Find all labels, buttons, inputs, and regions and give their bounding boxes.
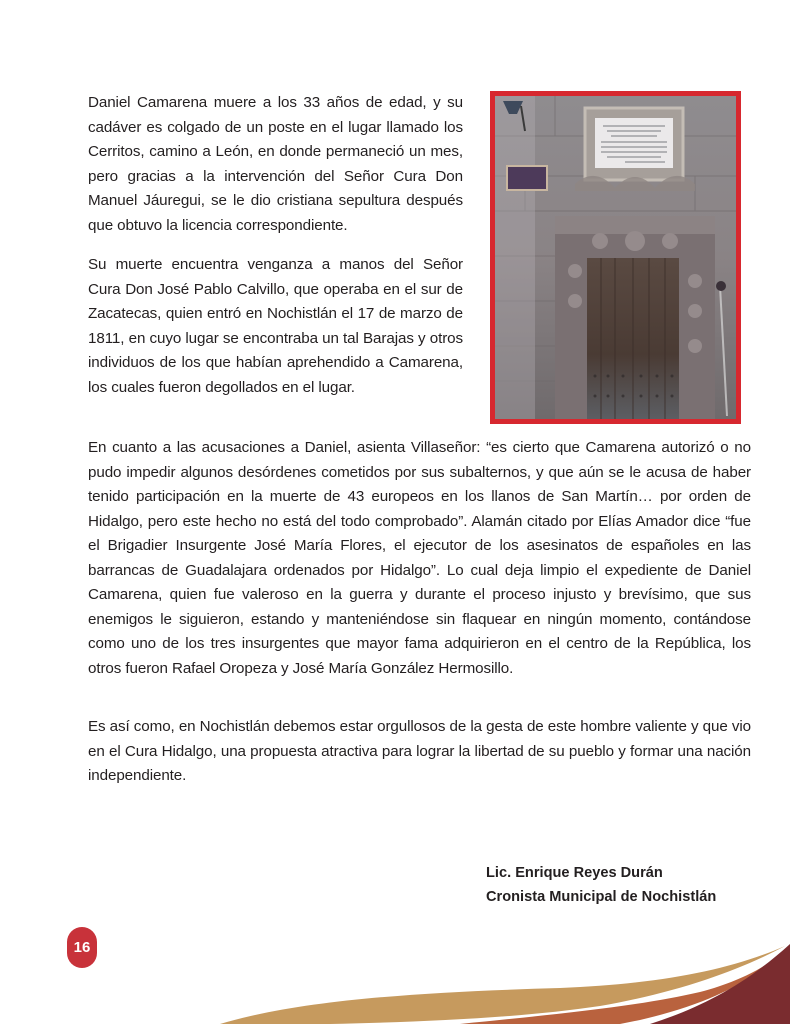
author-name: Lic. Enrique Reyes Durán [486, 865, 663, 881]
plaque-wreath [575, 176, 695, 191]
footer-decorative-waves [0, 930, 790, 1024]
doorway-photo-illustration [495, 96, 736, 419]
photo-historic-doorway [490, 91, 741, 424]
author-signature [486, 861, 716, 909]
paragraph-revenge: Su muerte encuentra venganza a manos del Señor Cura Don José Pablo Calvillo, que operaba en el sur de Zacatecas, quien entró en Nochistlán el 17 de marzo de 1811, en cuyo lugar se encontraba un tal Barajas y otros individuos de los que habían aprehendido a Camarena, los cuales fueron degollados en el lugar. [88, 256, 463, 396]
page-number: 16 [73, 939, 91, 956]
street-sign [507, 166, 547, 190]
author-title: Cronista Municipal de Nochistlán [486, 889, 717, 905]
paragraph-death: Daniel Camarena muere a los 33 años de edad, y su cadáver es colgado de un poste en el lugar llamado los Cerritos, camino a León, en donde permaneció un mes, pero gracias a la intervención del Señor Cura Don Manuel Jáuregui, se le dio cristiana sepultura después que obtuvo la licencia correspondiente. [88, 94, 463, 234]
paragraph-accusations: En cuanto a las acusaciones a Daniel, asienta Villaseñor: “es cierto que Camarena autorizó o no pudo impedir algunos desórdenes cometidos por sus subalternos, y que aún se le acusa de haber tenido participación en la muerte de 43 europeos en los llanos de San Martín… por orden de Hidalgo, pero este hecho no está del todo comprobado”. Alamán citado por Elías Amador dice “fue el Brigadier Insurgente José María Flores, el ejecutor de los asesinatos de españoles en las barrancas de Guadalajara ordenados por Hidalgo”. Lo cual deja limpio el expediente de Daniel Camarena, quien fue valeroso en la guerra y durante el proceso injusto y brevísimo, que sus enemigos le siguieron, estando y manteniéndose sin flaquear en ningún momento, contándose como uno de los tres insurgentes que mayor fama adquirieron en el centro de la República, los otros fueron Rafael Oropeza y José María González Hermosillo. [88, 439, 751, 677]
paragraph-conclusion: Es así como, en Nochistlán debemos estar orgullosos de la gesta de este hombre valiente y que vio en el Cura Hidalgo, una propuesta atractiva para lograr la libertad de su pueblo y formar una nación independiente. [88, 718, 751, 784]
